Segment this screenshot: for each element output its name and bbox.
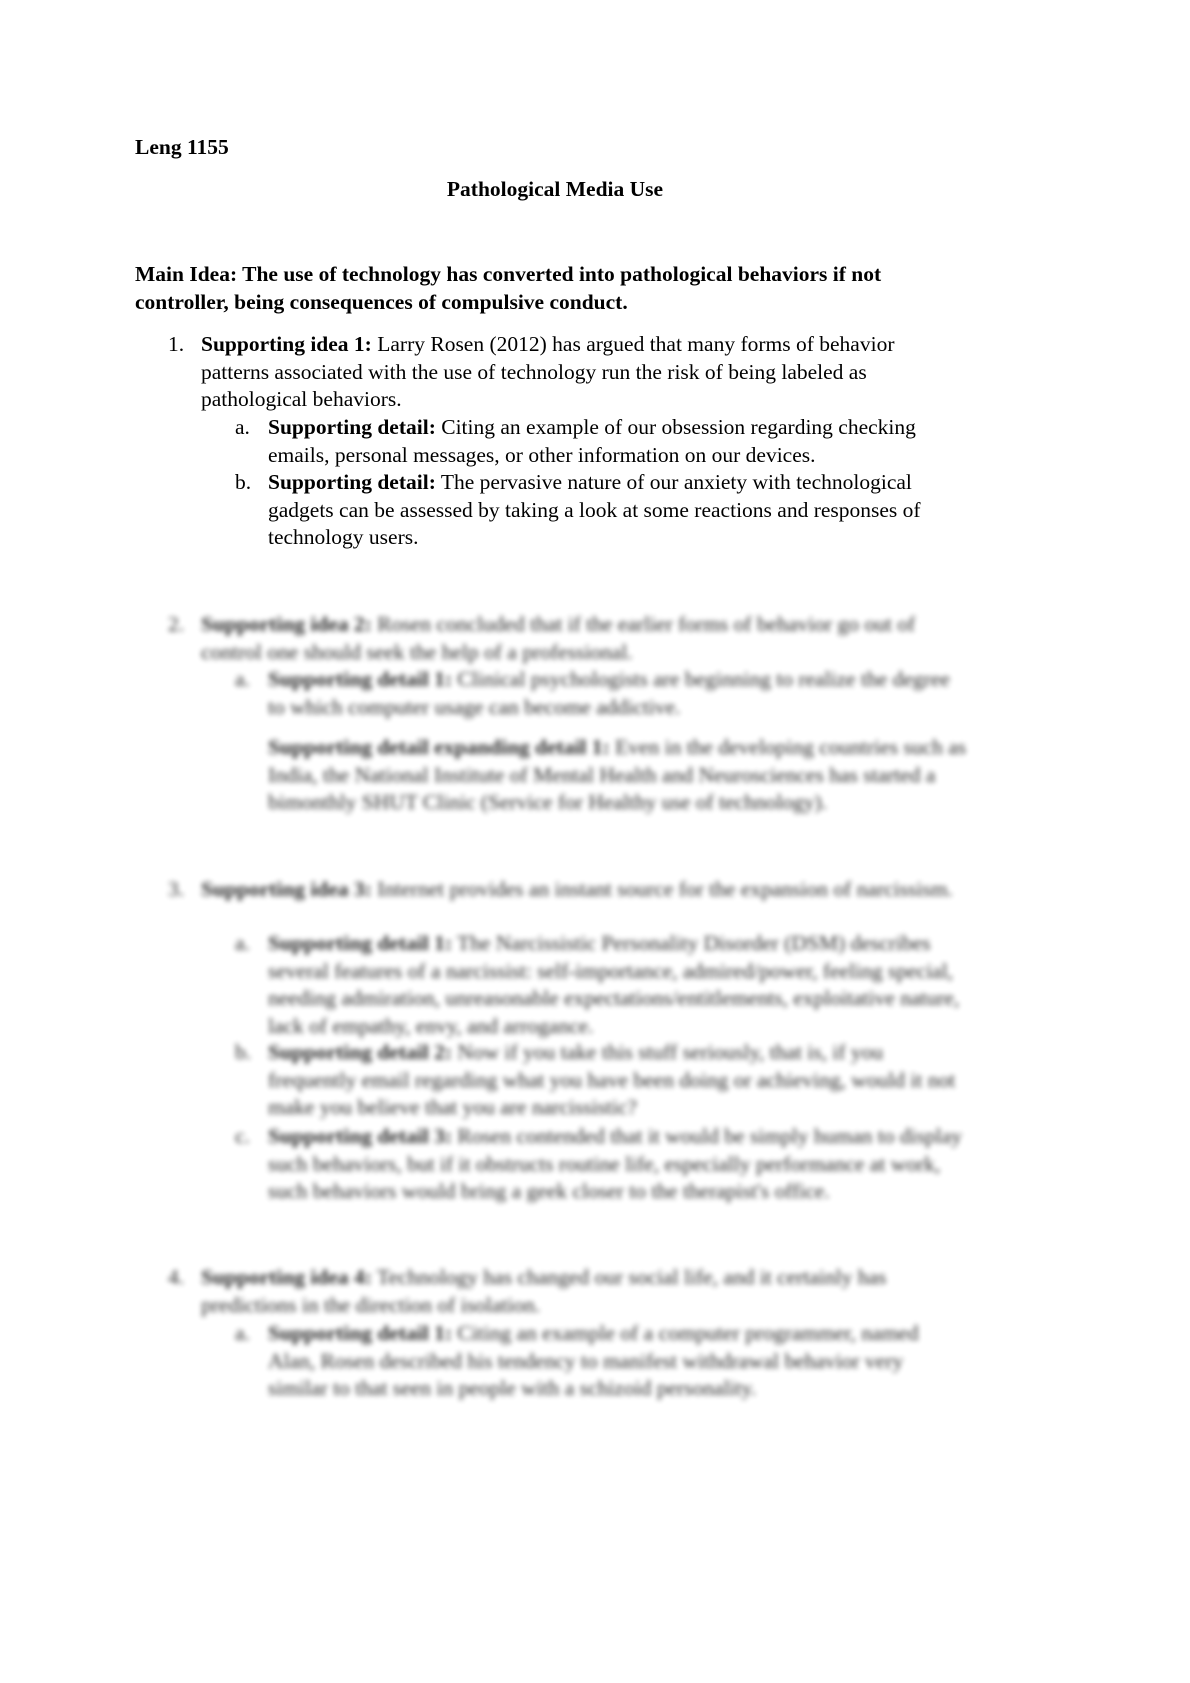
idea-label: Supporting idea 2:	[201, 612, 372, 636]
supporting-detail	[268, 666, 968, 721]
detail-text: Rosen contended that it would be simply human to display such behaviors, but if it obstructs routine life, especially performance at work, such behaviors would bring a geek closer to the therapist's office.	[268, 1124, 962, 1203]
detail-mark: c.	[235, 1124, 250, 1148]
detail-text: Clinical psychologists are beginning to realize the degree to which computer usage can become addictive.	[268, 667, 950, 719]
supporting-detail	[268, 1320, 968, 1403]
detail-label: Supporting detail:	[268, 470, 436, 494]
supporting-detail	[268, 734, 968, 817]
detail-mark: a.	[235, 415, 250, 439]
supporting-detail	[268, 469, 968, 552]
detail-label: Supporting detail 2:	[268, 1040, 452, 1064]
main-idea	[135, 261, 935, 316]
supporting-detail	[268, 930, 968, 1040]
supporting-detail	[268, 1039, 968, 1122]
idea-text: Larry Rosen (2012) has argued that many forms of behavior patterns associated with the use of technology run the risk of being labeled as pathological behaviors.	[201, 332, 895, 411]
detail-label: Supporting detail 1:	[268, 667, 452, 691]
detail-mark: a.	[235, 931, 250, 955]
detail-label: Supporting detail:	[268, 415, 436, 439]
detail-text: The pervasive nature of our anxiety with technological gadgets can be assessed by taking a look at some reactions and responses of technology users.	[268, 470, 921, 549]
idea-label: Supporting idea 4:	[201, 1265, 372, 1289]
detail-text: Citing an example of a computer programmer, named Alan, Rosen described his tendency to manifest withdrawal behavior very similar to that seen in people with a schizoid personality.	[268, 1321, 919, 1400]
detail-text: Now if you take this stuff seriously, that is, if you frequently email regarding what you have been doing or achieving, would it not make you believe that you are narcissistic?	[268, 1040, 956, 1119]
main-idea-text: The use of technology has converted into pathological behaviors if not controller, being consequences of compulsive conduct.	[135, 262, 882, 314]
idea-text: Internet provides an instant source for the expansion of narcissism.	[377, 877, 953, 901]
supporting-detail	[268, 414, 968, 469]
item-number: 4.	[168, 1265, 185, 1289]
detail-label: Supporting detail 3:	[268, 1124, 452, 1148]
document-title: Pathological Media Use	[446, 177, 664, 201]
course-code: Leng 1155	[135, 135, 229, 159]
idea-label: Supporting idea 3:	[201, 877, 372, 901]
detail-mark: a.	[235, 667, 250, 691]
detail-mark: b.	[235, 470, 252, 494]
supporting-idea-3	[201, 876, 961, 904]
detail-mark: b.	[235, 1040, 252, 1064]
supporting-idea-2	[201, 611, 961, 666]
supporting-detail	[268, 1123, 968, 1206]
detail-mark: a.	[235, 1321, 250, 1345]
idea-text: Rosen concluded that if the earlier forms of behavior go out of control one should seek the help of a professional.	[201, 612, 916, 664]
item-number: 1.	[168, 332, 185, 356]
detail-text: Even in the developing countries such as India, the National Institute of Mental Health and Neurosciences has started a bimonthly SHUT Clinic (Service for Healthy use of technology).	[268, 735, 967, 814]
idea-text: Technology has changed our social life, and it certainly has predictions in the direction of isolation.	[201, 1265, 887, 1317]
main-idea-label: Main Idea:	[135, 262, 238, 286]
idea-label: Supporting idea 1:	[201, 332, 372, 356]
supporting-idea-1	[201, 331, 961, 414]
detail-text: The Narcissistic Personality Disorder (DSM) describes several features of a narcissist: self-importance, admired/power, feeling special, needing admiration, unreasonable expectations/entitlements, exploitative nature, lack of empathy, envy, and arrogance.	[268, 931, 960, 1038]
supporting-idea-4	[201, 1264, 961, 1319]
detail-text: Citing an example of our obsession regarding checking emails, personal messages, or other information on our devices.	[268, 415, 916, 467]
item-number: 3.	[168, 877, 185, 901]
detail-label: Supporting detail 1:	[268, 931, 452, 955]
detail-label: Supporting detail expanding detail 1:	[268, 735, 610, 759]
detail-label: Supporting detail 1:	[268, 1321, 452, 1345]
item-number: 2.	[168, 612, 185, 636]
